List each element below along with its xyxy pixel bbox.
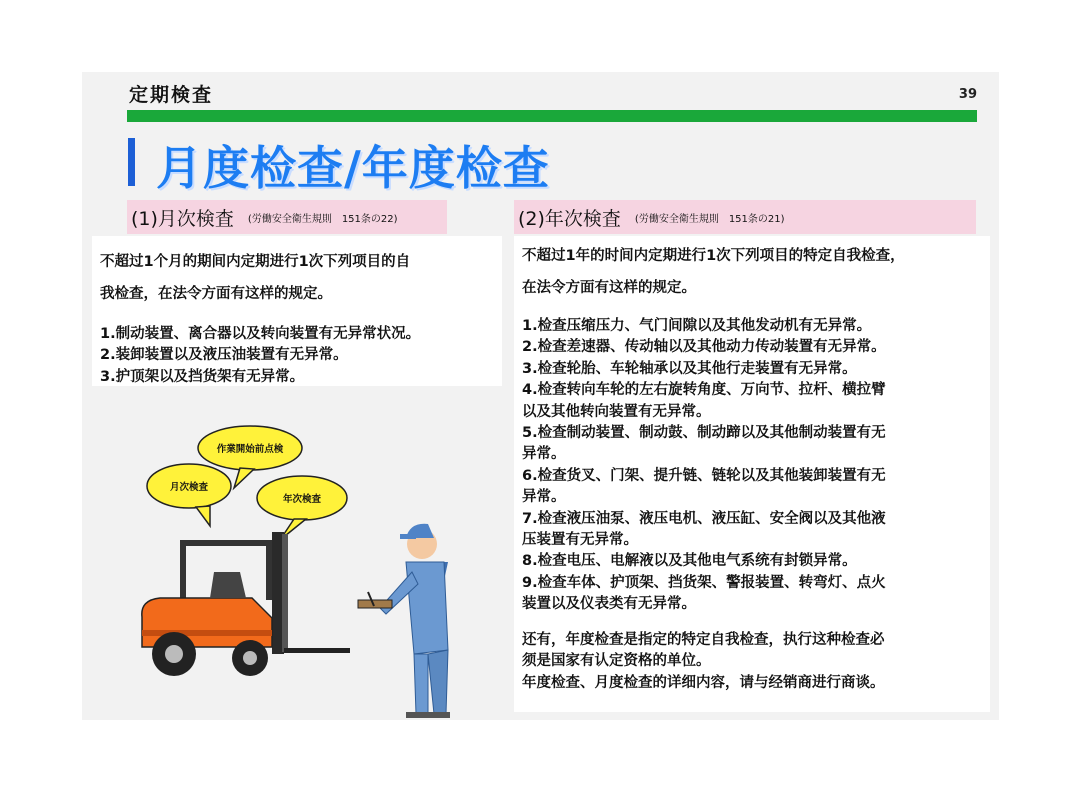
bubble-top-label: 作業開始前点検: [216, 444, 284, 455]
forklift-inspection-illustration: [122, 422, 462, 720]
closing-line: 须是国家有认定资格的单位。: [522, 653, 711, 670]
speech-bubble-right: [257, 476, 347, 540]
list-item: 压装置有无异常。: [522, 532, 638, 549]
monthly-item-list: [100, 324, 494, 388]
section-header-monthly: [127, 200, 447, 234]
section-header-annual: [514, 200, 976, 234]
list-item: 9.检查车体、护顶架、挡货架、警报装置、转弯灯、点火: [522, 574, 886, 591]
closing-line: 年度检查、月度检查的详细内容，请与经销商进行商谈。: [522, 674, 885, 691]
list-item: 以及其他转向装置有无异常。: [522, 403, 711, 420]
annual-closing-note: [522, 630, 982, 694]
list-item: 异常。: [522, 446, 566, 463]
document-page: [82, 72, 999, 720]
page-title: 月度检查/年度检查: [156, 141, 550, 195]
annual-intro-line: 在法令方面有这样的规定。: [522, 280, 696, 296]
list-item: 异常。: [522, 489, 566, 506]
annual-intro: [522, 240, 982, 304]
list-item: 2.检查差速器、传动轴以及其他动力传动装置有无异常。: [522, 339, 886, 356]
header-title: 定期検査: [129, 84, 214, 106]
list-item: 7.检查液压油泵、液压电机、液压缸、安全阀以及其他液: [522, 510, 886, 527]
section-label-monthly: (1)月次検査: [131, 207, 234, 230]
page-number: 39: [958, 87, 977, 102]
title-accent-bar: [128, 138, 135, 186]
list-item: 6.检查货叉、门架、提升链、链轮以及其他装卸装置有无: [522, 467, 886, 484]
list-item: 4.检查转向车轮的左右旋转角度、万向节、拉杆、横拉臂: [522, 382, 886, 399]
annual-text-box: [514, 236, 990, 712]
forklift-icon: [142, 532, 350, 676]
list-item: 1.制动装置、离合器以及转向装置有无异常状况。: [100, 326, 421, 342]
annual-item-list: [522, 316, 982, 616]
bubble-left-label: 月次検査: [169, 482, 209, 493]
list-item: 3.护顶架以及挡货架有无异常。: [100, 368, 305, 385]
header-rule: [127, 110, 977, 122]
monthly-text-box: [92, 236, 502, 386]
section-note-annual: (労働安全衛生規則 151条の21): [634, 213, 785, 225]
list-item: 8.检查电压、电解液以及其他电气系统有封锁异常。: [522, 553, 857, 570]
closing-line: 还有，年度检查是指定的特定自我检查，执行这种检查必: [522, 631, 885, 648]
list-item: 装置以及仪表类有无异常。: [522, 596, 696, 613]
bubble-right-label: 年次検査: [282, 494, 322, 505]
list-item: 2.装卸装置以及液压油装置有无异常。: [100, 347, 348, 364]
monthly-intro-line: 不超过1个月的期间内定期进行1次下列项目的自: [100, 254, 411, 270]
section-note-monthly: (労働安全衛生規則 151条の22): [247, 213, 398, 225]
list-item: 1.检查压缩压力、气门间隙以及其他发动机有无异常。: [522, 318, 872, 334]
section-label-annual: (2)年次検査: [518, 207, 621, 230]
list-item: 3.检查轮胎、车轮轴承以及其他行走装置有无异常。: [522, 360, 857, 377]
list-item: 5.检查制动装置、制动鼓、制动蹄以及其他制动装置有无: [522, 425, 886, 442]
annual-intro-line: 不超过1年的时间内定期进行1次下列项目的特定自我检查，: [522, 248, 905, 264]
inspector-figure-icon: [358, 524, 450, 718]
monthly-intro-line: 我检查，在法令方面有这样的规定。: [100, 286, 332, 302]
speech-bubble-left: [147, 464, 231, 526]
monthly-intro: [100, 246, 494, 310]
